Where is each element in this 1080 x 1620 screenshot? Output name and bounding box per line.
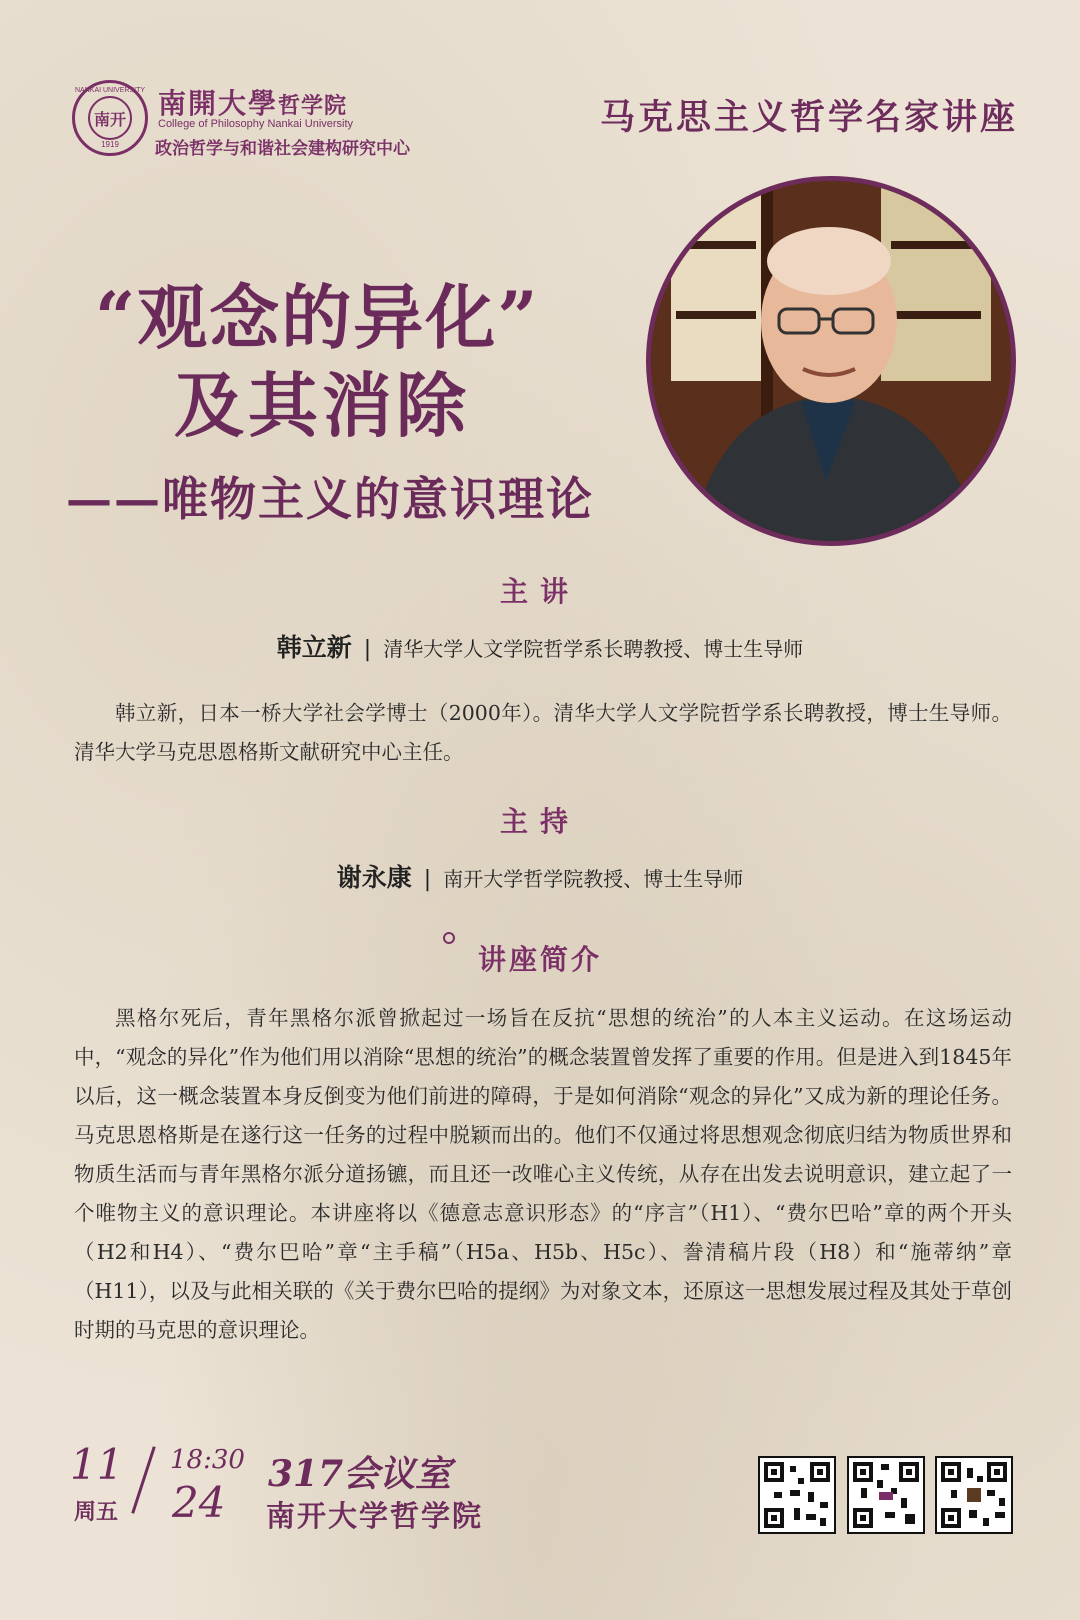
intro-heading: 讲座简介 xyxy=(478,943,603,976)
main-title-line2: 及其消除 xyxy=(174,364,470,447)
seal-center: 南开 xyxy=(88,96,132,140)
host-heading: 主持 xyxy=(499,805,580,838)
speaker-bio: 韩立新，日本一桥大学社会学博士（2000年）。清华大学人文学院哲学系长聘教授，博士生导师。清华大学马克思恩格斯文献研究中心主任。 xyxy=(74,701,1012,764)
subtitle: ——唯物主义的意识理论 xyxy=(66,472,594,526)
host-title: 南开大学哲学院教授、博士生导师 xyxy=(443,867,744,891)
speaker-separator: | xyxy=(363,637,372,662)
qr-code-3[interactable] xyxy=(935,1456,1013,1534)
event-day: 24 xyxy=(172,1478,226,1527)
event-place: 南开大学哲学院 xyxy=(266,1499,484,1533)
host-line xyxy=(0,858,1080,894)
event-month: 11 xyxy=(70,1440,124,1489)
speaker-name: 韩立新 xyxy=(276,633,352,662)
department-name: 哲学院 xyxy=(278,93,348,119)
lecture-series-title: 马克思主义哲学名家讲座 xyxy=(599,97,1018,138)
seal-year: 1919 xyxy=(101,140,119,149)
university-name: 南開大學 xyxy=(158,87,279,120)
speaker-line xyxy=(0,628,1080,664)
qr-code-2[interactable] xyxy=(847,1456,925,1534)
host-separator: | xyxy=(423,867,432,892)
university-seal-logo xyxy=(72,80,148,156)
event-room: 317会议室 xyxy=(268,1453,452,1495)
qr-code-1[interactable] xyxy=(758,1456,836,1534)
seal-ring-text: NANKAI UNIVERSITY xyxy=(75,87,146,94)
intro-text: 黑格尔死后，青年黑格尔派曾掀起过一场旨在反抗“思想的统治”的人本主义运动。在这场运动中，“观念的异化”作为他们用以消除“思想的统治”的概念装置曾发挥了重要的作用。但是进入到1845年以后，这一概念装置本身反倒变为他们前进的障碍，于是如何消除“观念的异化”又成为新的理论任务。马克思恩格斯是在遂行这一任务的过程中脱颖而出的。他们不仅通过将思想观念彻底归结为物质世界和物质生活而与青年黑格尔派分道扬镳，而且还一改唯心主义传统，从存在出发去说明意识，建立起了一个唯物主义的意识理论。本讲座将以《德意志意识形态》的“序言”（H1）、“费尔巴哈”章的两个开头（H2和H4）、“费尔巴哈”章“主手稿”（H5a、H5b、H5c）、誊清稿片段（H8）和“施蒂纳”章（H11），以及与此相关联的《关于费尔巴哈的提纲》为对象文本，还原这一思想发展过程及其处于草创时期的马克思的意识理论。 xyxy=(74,1006,1012,1342)
intro-bullet-icon xyxy=(443,932,455,944)
event-time: 18:30 xyxy=(170,1445,245,1475)
speaker-photo xyxy=(651,181,1011,541)
event-weekday: 周五 xyxy=(74,1499,119,1525)
research-center-name: 政治哲学与和谐社会建构研究中心 xyxy=(155,139,410,159)
speaker-portrait xyxy=(646,176,1016,546)
main-title-line1: “观念的异化” xyxy=(95,276,540,359)
date-slash xyxy=(131,1446,155,1514)
logo-name xyxy=(158,82,347,122)
speaker-title: 清华大学人文学院哲学系长聘教授、博士生导师 xyxy=(383,637,804,661)
speaker-heading: 主讲 xyxy=(499,575,580,608)
logo-english-name: College of Philosophy Nankai University xyxy=(158,118,354,130)
host-name: 谢永康 xyxy=(336,863,412,892)
